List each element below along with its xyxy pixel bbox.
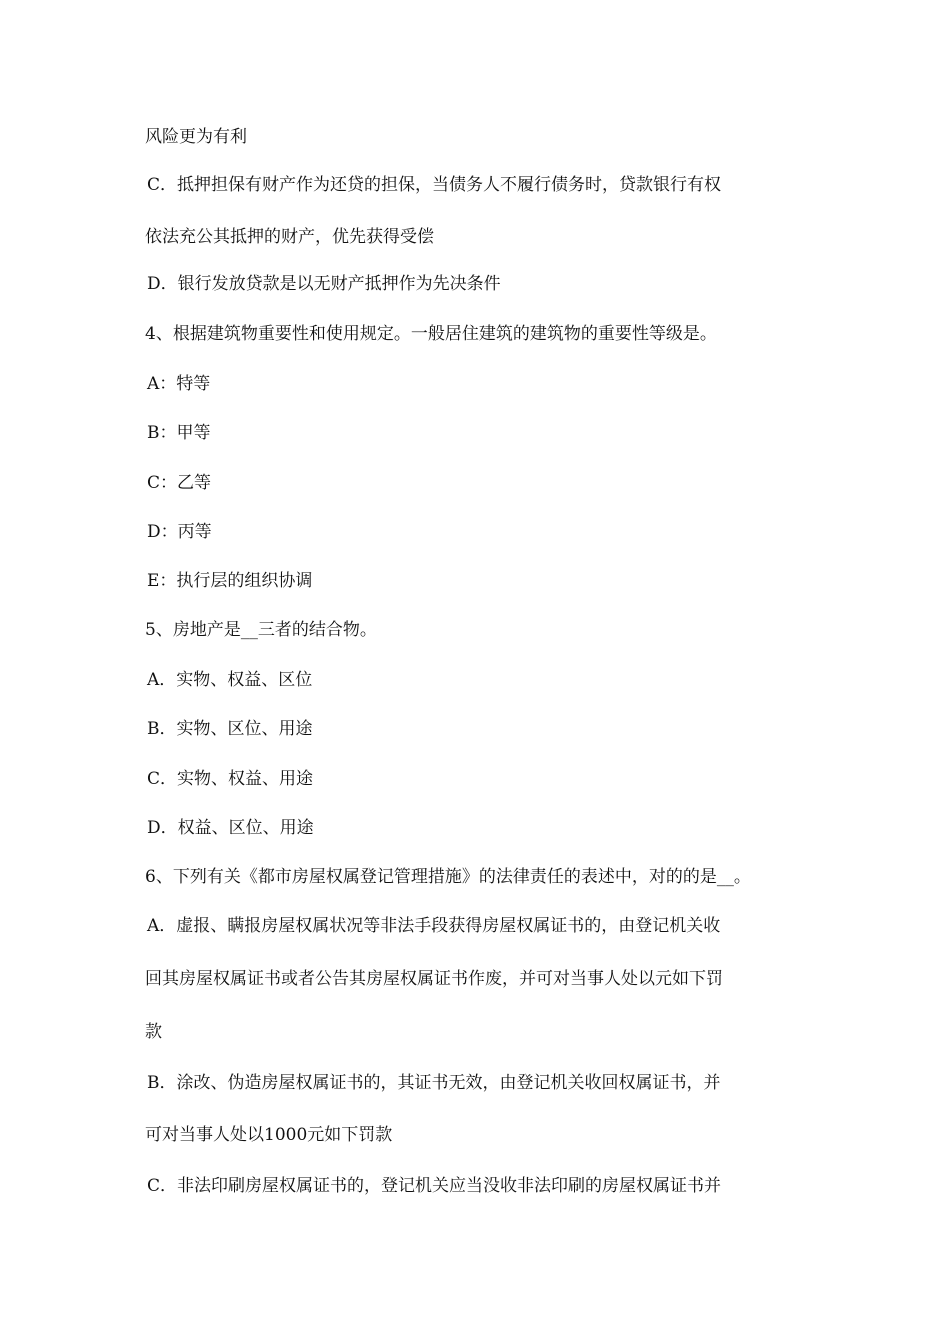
option-a-line-3: 款 [145,1022,162,1042]
option-c-line-1: C．抵押担保有财产作为还贷的担保，当债务人不履行债务时，贷款银行有权 [147,175,722,195]
option-e: E：执行层的组织协调 [147,571,313,591]
option-b-line-2: 可对当事人处以1000元如下罚款 [145,1125,393,1145]
option-c: C．实物、权益、用途 [147,769,314,789]
option-b: B：甲等 [147,423,211,443]
question-4: 4、根据建筑物重要性和使用规定。一般居住建筑的建筑物的重要性等级是。 [145,324,717,344]
option-b: B．实物、区位、用途 [147,719,313,739]
option-d: D．权益、区位、用途 [147,818,314,838]
option-a: A．实物、权益、区位 [147,670,313,690]
option-d: D．银行发放贷款是以无财产抵押作为先决条件 [147,274,501,294]
option-a-line-1: A．虚报、瞒报房屋权属状况等非法手段获得房屋权属证书的，由登记机关收 [147,916,721,936]
option-b-line-1: B．涂改、伪造房屋权属证书的，其证书无效，由登记机关收回权属证书，并 [147,1073,721,1093]
option-c: C：乙等 [147,473,212,493]
option-c-line-1: C．非法印刷房屋权属证书的，登记机关应当没收非法印刷的房屋权属证书并 [147,1176,722,1196]
question-5: 5、房地产是__三者的结合物。 [145,620,377,640]
option-d: D：丙等 [147,522,212,542]
text-line: 风险更为有利 [145,127,247,147]
question-6: 6、下列有关《都市房屋权属登记管理措施》的法律责任的表述中，对的的是__。 [145,867,751,887]
option-a: A：特等 [147,374,211,394]
option-c-line-2: 依法充公其抵押的财产，优先获得受偿 [145,227,434,247]
option-a-line-2: 回其房屋权属证书或者公告其房屋权属证书作废，并可对当事人处以元如下罚 [145,969,723,989]
